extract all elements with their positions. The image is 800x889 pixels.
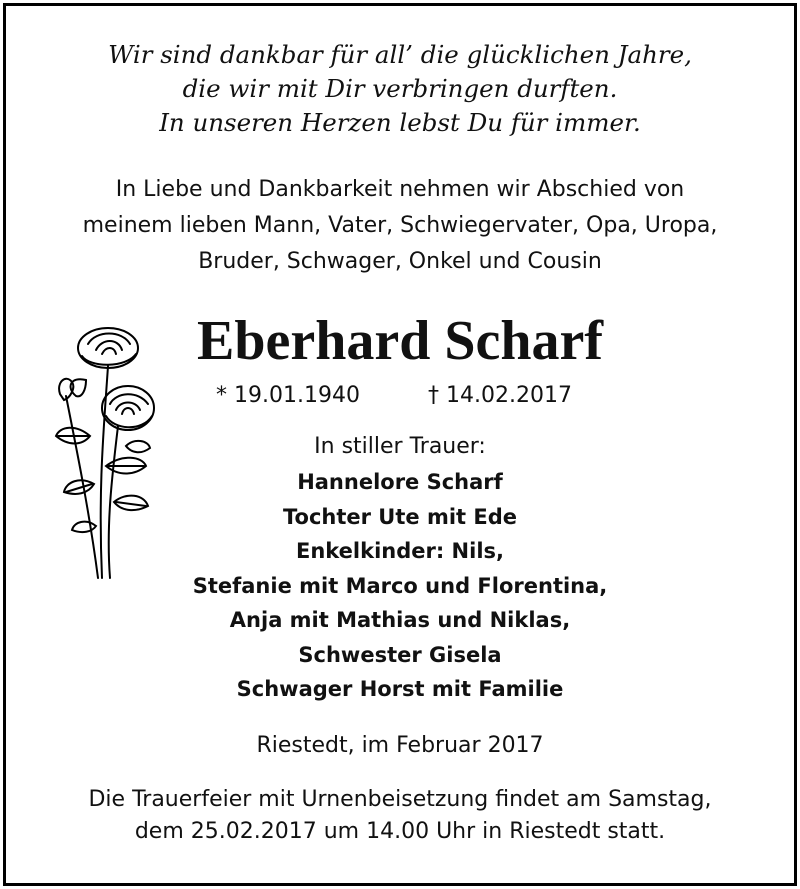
intro-line: Bruder, Schwager, Onkel und Cousin — [198, 249, 602, 274]
mourner-name: Stefanie mit Marco und Florentina, — [192, 573, 608, 598]
service-line: dem 25.02.2017 um 14.00 Uhr in Riestedt statt. — [134, 819, 666, 844]
farewell-intro — [0, 172, 800, 280]
mourning-label: In stiller Trauer: — [314, 434, 486, 459]
mourners-list — [0, 465, 800, 707]
intro-line: In Liebe und Dankbarkeit nehmen wir Abschied von — [115, 177, 685, 202]
memorial-poem — [0, 38, 800, 140]
place-and-date: Riestedt, im Februar 2017 — [256, 733, 544, 758]
service-line: Die Trauerfeier mit Urnenbeisetzung findet am Samstag, — [88, 787, 712, 812]
death-date: † 14.02.2017 — [428, 383, 572, 408]
poem-line: In unseren Herzen lebst Du für immer. — [159, 108, 641, 137]
birth-date: * 19.01.1940 — [216, 383, 360, 408]
funeral-service-info — [0, 784, 800, 848]
poem-line: die wir mit Dir verbringen durften. — [182, 74, 618, 103]
poem-line: Wir sind dankbar für all’ die glücklichen Jahre, — [108, 40, 692, 69]
mourner-name: Anja mit Mathias und Niklas, — [229, 608, 571, 632]
intro-line: meinem lieben Mann, Vater, Schwiegervater, Opa, Uropa, — [82, 213, 718, 238]
mourner-name: Tochter Ute mit Ede — [282, 504, 517, 529]
mourner-name: Hannelore Scharf — [297, 470, 503, 494]
deceased-name: Eberhard Scharf — [197, 310, 603, 372]
mourner-name: Schwester Gisela — [298, 642, 502, 667]
mourner-name: Schwager Horst mit Familie — [236, 677, 564, 701]
mourner-name: Enkelkinder: Nils, — [295, 539, 505, 563]
